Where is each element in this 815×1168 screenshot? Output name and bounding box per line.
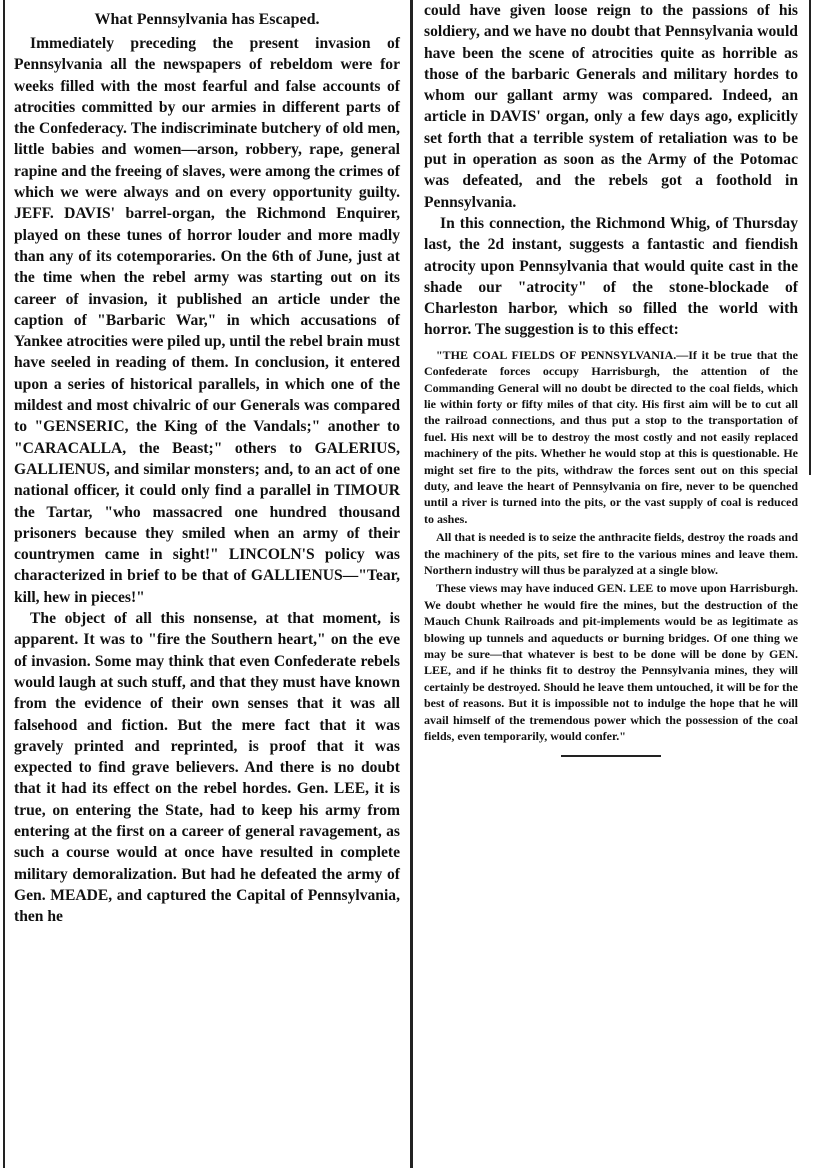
quote-paragraph-2: All that is needed is to seize the anthracite fields, destroy the roads and the machinery of the pits, set fire to the various mines and leave them. Northern industry will thus be paralyzed at a single blow. xyxy=(424,530,798,578)
article-end-rule xyxy=(561,755,661,757)
quote-paragraph-1: "THE COAL FIELDS OF PENNSYLVANIA.—If it be true that the Confederate forces occupy Harrisburgh, the attention of the Commanding General will no doubt be directed to the coal fields, which lie within forty or fifty miles of that city. His first aim will be to cut all the railroad connections, and thus put a stop to the transportation of fuel. His next will be to destroy the most costly and not easily replaced machinery of the pits. Whether he would stop at this is questionable. He might set fire to the pits, withdraw the forces sent out on this special duty, and leave the heart of Pennsylvania on fire, never to be quenched until a river is turned into the pits, or the vast supply of coal is reduced to ashes. xyxy=(424,347,798,526)
article-paragraph-1: Immediately preceding the present invasion of Pennsylvania all the newspapers of rebeldom were for weeks filled with the most fearful and false accounts of atrocities committed by our armies in different parts of the Confederacy. The indiscriminate butchery of old men, little babies and women—arson, robbery, rape, general rapine and the freeing of slaves, were among the crimes of which we were always and on every opportunity guilty. JEFF. DAVIS' barrel-organ, the Richmond Enquirer, played on these tunes of horror louder and more madly than any of its cotemporaries. On the 6th of June, just at the time when the rebel army was starting out on its career of invasion, it published an article under the caption of "Barbaric War," in which accusations of Yankee atrocities were piled up, until the rebel brain must have seeled in reading of them. In conclusion, it entered upon a series of historical parallels, in which one of the mildest and most chivalric of our Generals was compared to "GENSERIC, the King of the Vandals;" another to "CARACALLA, the Beast;" others to GALERIUS, GALLIENUS, and similar monsters; and, to an act of one national officer, it could only find a parallel in TIMOUR the Tartar, "who massacred one hundred thousand prisoners because they smiled when an army of their countrymen came in sight!" LINCOLN'S policy was characterized in brief to be that of GALLIENUS—"Tear, kill, hew in pieces!" xyxy=(14,35,400,606)
quote-paragraph-3: These views may have induced GEN. LEE to move upon Harrisburgh. We doubt whether he would fire the mines, but the destruction of the Mauch Chunk Railroads and pit-implements would be as legitimate as blowing up tunnels and aqueducts or burning bridges. Of one thing we may be sure—that whatever is best to be done will be done by GEN. LEE, and if he thinks fit to destroy the Pennsylvania mines, they will certainly be destroyed. Should he leave them untouched, it will be for the best of reasons. But it is impossible not to indulge the hope that he will avail himself of the tremendous power which the possession of the coal fields, even temporarily, would confer." xyxy=(424,581,798,744)
article-title: What Pennsylvania has Escaped. xyxy=(94,11,320,28)
quoted-excerpt xyxy=(424,347,798,745)
left-border-rule xyxy=(3,0,5,1168)
column-divider-rule xyxy=(410,0,413,1168)
article-paragraph-3: In this connection, the Richmond Whig, of Thursday last, the 2d instant, suggests a fantastic and fiendish atrocity upon Pennsylvania that would quite cast in the shade our "atrocity" of the stone-blockade of Charleston harbor, which so filled the world with horror. The suggestion is to this effect: xyxy=(424,214,798,339)
article-continuation: could have given loose reign to the passions of his soldiery, and we have no doubt that Pennsylvania would have been the scene of atrocities quite as horrible as those of the barbaric Generals and military hordes to whom our gallant army was compared. Indeed, an article in DAVIS' organ, only a few days ago, explicitly set forth that a terrible system of retaliation was to be put in operation as soon as the Army of the Potomac was defeated, and the rebels got a foothold in Pennsylvania. xyxy=(424,2,798,211)
article-paragraph-2: The object of all this nonsense, at that moment, is apparent. It was to "fire the Southern heart," on the eve of invasion. Some may think that even Confederate rebels would laugh at such stuff, and that they must have known from the evidence of their own senses that it was all falsehood and fiction. But the mere fact that it was gravely printed and reprinted, is proof that it was expected to find grave believers. And there is no doubt that it had its effect on the rebel hordes. Gen. LEE, it is true, on entering the State, had to keep his army from entering at the first on a career of general ravagement, as such a course would at once have resulted in complete military demoralization. But had he defeated the army of Gen. MEADE, and captured the Capital of Pennsylvania, then he xyxy=(14,610,400,926)
right-column xyxy=(424,0,798,757)
right-border-rule xyxy=(809,0,811,475)
left-column xyxy=(14,0,400,927)
